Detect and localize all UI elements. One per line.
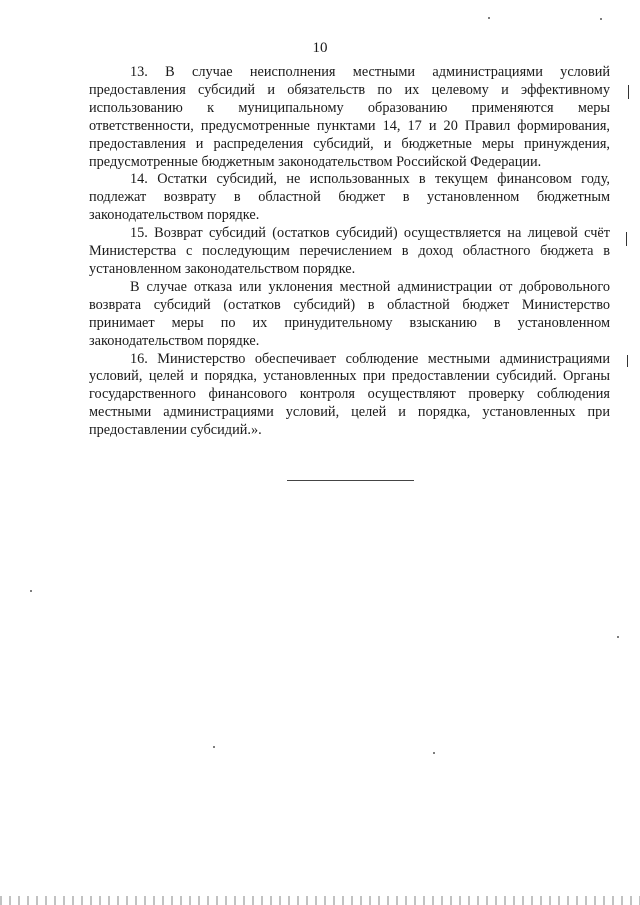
scan-mark <box>628 85 629 99</box>
paragraph-refusal: В случае отказа или уклонения местной администрации от добровольного возврата субсидий (остатков субсидий) в областной бюджет Министерство принимает меры по их принудительному взысканию в установленном законодательством порядке. <box>89 278 610 349</box>
end-separator-rule <box>287 480 414 481</box>
paragraph-14: 14. Остатки субсидий, не использованных в текущем финансовом году, подлежат возврату в областной бюджет в установленном бюджетным законодательством порядке. <box>89 171 610 224</box>
scan-mark <box>627 355 628 367</box>
scan-mark <box>600 18 602 20</box>
paragraph-15: 15. Возврат субсидий (остатков субсидий) осуществляется на лицевой счёт Министерства с последующим перечислением в доход областного бюджета в установленном законодательством порядке. <box>89 225 610 277</box>
scan-mark <box>488 17 490 19</box>
scan-mark <box>30 590 32 592</box>
scan-mark <box>433 752 435 754</box>
document-body <box>89 64 610 440</box>
scan-bottom-edge <box>0 896 640 905</box>
scan-mark <box>213 746 215 748</box>
scan-mark <box>626 232 627 246</box>
paragraph-13: 13. В случае неисполнения местными администрациями условий предоставления субсидий и обязательств по их целевому и эффективному использованию к муниципальному образованию применяются меры ответственности, предусмотренные пунктами 14, 17 и 20 Правил формирования, предоставления и распределения субсидий, и бюджетные меры принуждения, предусмотренные бюджетным законодательством Российской Федерации. <box>89 64 610 170</box>
page-number: 10 <box>312 40 328 56</box>
scan-mark <box>617 636 619 638</box>
paragraph-16: 16. Министерство обеспечивает соблюдение местными администрациями условий, целей и порядка, установленных при предоставлении субсидий. Органы государственного финансового контроля осуществляют проверку соблюдения местными администрациями условий, целей и порядка, установленных при предоставлении субсидий.». <box>89 350 610 439</box>
